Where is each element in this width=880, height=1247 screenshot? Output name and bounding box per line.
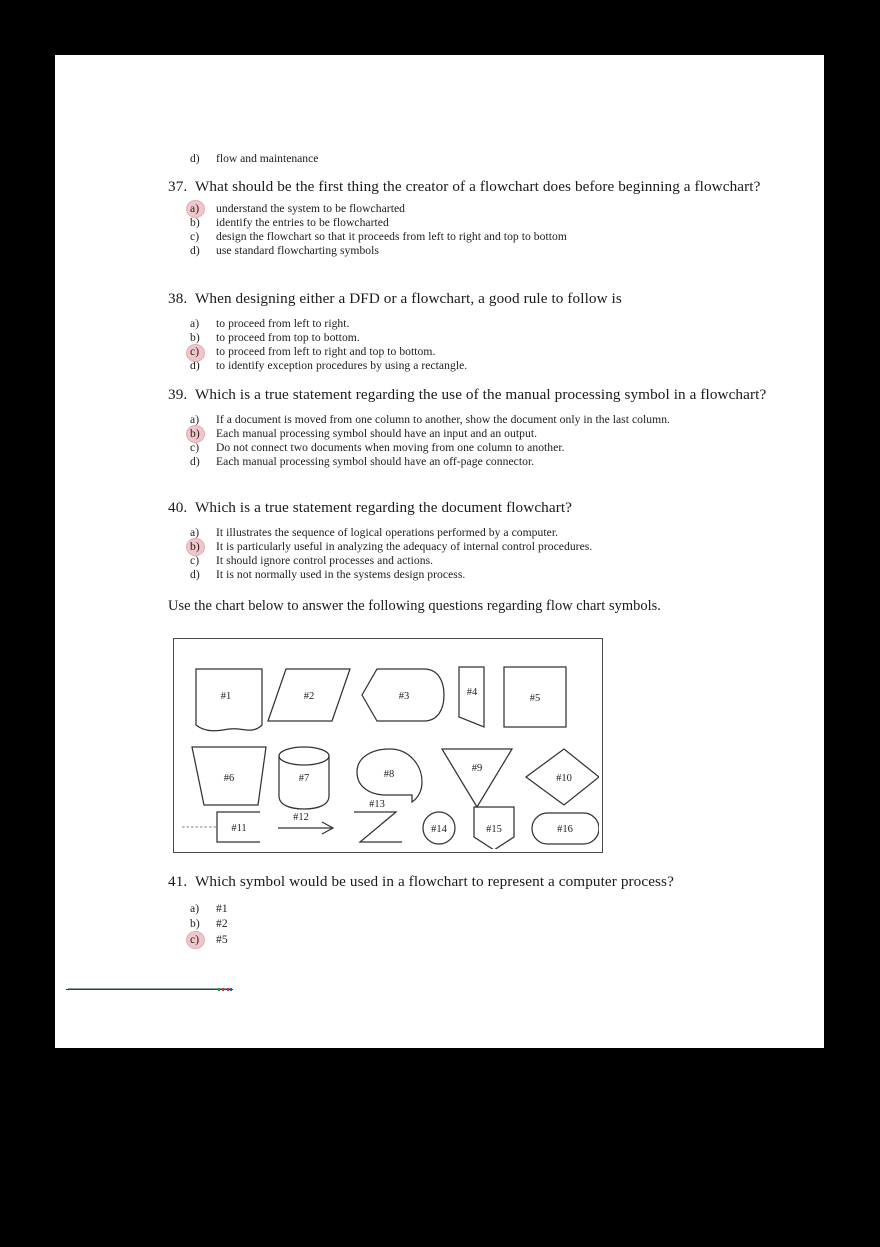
option-letter: a) <box>190 316 200 330</box>
scan-artifact-tick-red-1 <box>222 988 224 991</box>
symbol-chart-svg <box>174 639 599 849</box>
question-38-option-d[interactable] <box>168 359 808 373</box>
question-38-stem <box>168 290 808 309</box>
question-39-option-a[interactable] <box>168 413 808 427</box>
question-39-options <box>168 413 808 470</box>
scan-artifact-lower-line <box>66 989 233 990</box>
option-letter: d) <box>190 359 200 373</box>
question-40-text: Which is a true statement regarding the document flowchart? <box>195 499 573 516</box>
scan-artifact-tick-blue <box>230 988 232 991</box>
symbol-15-label: #15 <box>486 824 502 835</box>
option-letter: b) <box>190 427 212 441</box>
option-text: use standard flowcharting symbols <box>216 244 379 258</box>
option-letter: d) <box>190 152 200 165</box>
option-letter: c) <box>190 441 200 455</box>
option-letter: a) <box>190 901 200 915</box>
question-37-option-c[interactable] <box>168 230 808 244</box>
question-41-options <box>168 901 808 947</box>
question-39-option-d[interactable] <box>168 455 808 469</box>
question-41-text: Which symbol would be used in a flowchart to represent a computer process? <box>195 873 674 890</box>
symbol-7-cylinder-top <box>279 747 329 765</box>
question-40-number: 40. <box>168 499 188 516</box>
symbol-3-label: #3 <box>398 691 410 702</box>
option-letter: b) <box>190 330 200 344</box>
symbol-6-label: #6 <box>223 773 235 784</box>
option-letter: d) <box>190 244 200 258</box>
symbol-labels <box>221 687 573 835</box>
option-text: #1 <box>216 901 228 915</box>
question-40-stem <box>168 499 808 518</box>
flowchart-symbol-chart <box>173 638 603 853</box>
option-text: It is not normally used in the systems design process. <box>216 568 466 582</box>
option-text: to proceed from left to right. <box>216 316 350 330</box>
question-38-number: 38. <box>168 290 188 307</box>
question-40-option-a[interactable] <box>168 526 808 540</box>
question-37-option-b[interactable] <box>168 216 808 230</box>
question-39-number: 39. <box>168 386 188 403</box>
option-letter: a) <box>190 412 200 426</box>
option-text: understand the system to be flowcharted <box>216 201 406 215</box>
option-letter: b) <box>190 215 200 229</box>
question-39-stem <box>168 386 808 405</box>
option-letter: d) <box>190 455 200 469</box>
option-letter: d) <box>190 568 200 582</box>
question-39-option-c[interactable] <box>168 441 808 455</box>
orphan-option <box>168 152 824 165</box>
option-text: It is particularly useful in analyzing the adequacy of internal control procedures. <box>216 539 593 553</box>
question-41-stem <box>168 873 808 892</box>
question-38-option-c[interactable] <box>168 345 808 359</box>
question-41-number: 41. <box>168 873 188 890</box>
question-37-number: 37. <box>168 178 188 195</box>
option-text: Do not connect two documents when moving from one column to another. <box>216 441 565 455</box>
question-38-text: When designing either a DFD or a flowchart, a good rule to follow is <box>195 290 622 307</box>
option-letter: c) <box>190 345 212 359</box>
option-text: If a document is moved from one column to another, show the document only in the last column. <box>216 412 670 426</box>
symbol-7-label: #7 <box>298 773 310 784</box>
option-text: It illustrates the sequence of logical operations performed by a computer. <box>216 525 559 539</box>
question-38-option-a[interactable] <box>168 317 808 331</box>
option-letter: b) <box>190 540 212 554</box>
chart-lead-in-text: Use the chart below to answer the following questions regarding flow chart symbols. <box>168 598 661 614</box>
question-37-options <box>168 202 808 259</box>
option-text: design the flowchart so that it proceeds from left to right and top to bottom <box>216 230 567 244</box>
symbol-1-label: #1 <box>220 691 232 702</box>
question-39 <box>168 386 808 469</box>
symbol-2-label: #2 <box>303 691 315 702</box>
question-41-option-a[interactable] <box>168 901 808 916</box>
option-text: flow and maintenance <box>216 152 319 165</box>
question-40 <box>168 499 808 582</box>
question-41 <box>168 873 808 947</box>
symbol-13-label: #13 <box>369 799 385 810</box>
option-text: to identify exception procedures by using a rectangle. <box>216 359 468 373</box>
symbol-11-label: #11 <box>231 823 247 834</box>
option-text: to proceed from left to right and top to bottom. <box>216 345 436 359</box>
question-41-option-c[interactable] <box>168 932 808 947</box>
question-38-options <box>168 317 808 374</box>
symbol-14-label: #14 <box>431 824 447 835</box>
option-text: to proceed from top to bottom. <box>216 330 360 344</box>
symbol-9-label: #9 <box>471 763 483 774</box>
scan-artifact-line <box>66 988 233 991</box>
question-37-option-d[interactable] <box>168 244 808 258</box>
symbol-8-label: #8 <box>383 769 395 780</box>
symbol-10-label: #10 <box>556 773 572 784</box>
option-letter: c) <box>190 554 200 568</box>
symbol-13-zigzag-shape <box>354 812 402 842</box>
question-37-text: What should be the first thing the creator of a flowchart does before beginning a flowchart? <box>195 178 761 195</box>
question-41-option-b[interactable] <box>168 916 808 931</box>
question-37-stem <box>168 178 808 197</box>
option-text: Each manual processing symbol should have an input and an output. <box>216 426 538 440</box>
scan-artifact-tick-green <box>218 988 220 991</box>
option-text: #5 <box>216 932 228 946</box>
question-39-option-b[interactable] <box>168 427 808 441</box>
option-letter: a) <box>190 525 200 539</box>
option-text: It should ignore control processes and actions. <box>216 554 434 568</box>
symbol-12-label: #12 <box>293 812 309 823</box>
question-39-text: Which is a true statement regarding the use of the manual processing symbol in a flowchart? <box>195 386 767 403</box>
question-38-option-b[interactable] <box>168 331 808 345</box>
question-40-option-c[interactable] <box>168 554 808 568</box>
question-40-options <box>168 526 808 583</box>
option-letter: c) <box>190 932 212 947</box>
option-text: Each manual processing symbol should have an off-page connector. <box>216 455 535 469</box>
option-text: identify the entries to be flowcharted <box>216 215 389 229</box>
question-37 <box>168 178 808 258</box>
scanned-page <box>55 55 824 1048</box>
question-37-option-a[interactable] <box>168 202 808 216</box>
question-40-option-d[interactable] <box>168 568 808 582</box>
option-letter: c) <box>190 230 200 244</box>
symbol-16-label: #16 <box>557 824 573 835</box>
scan-artifact-tick-red-2 <box>227 988 229 991</box>
option-letter: a) <box>190 202 212 216</box>
option-text: #2 <box>216 917 228 931</box>
question-38 <box>168 290 808 373</box>
question-40-option-b[interactable] <box>168 540 808 554</box>
symbol-4-label: #4 <box>466 687 478 698</box>
option-letter: b) <box>190 917 200 931</box>
symbol-9-inverted-triangle-shape <box>442 749 512 807</box>
symbol-5-label: #5 <box>529 693 541 704</box>
symbol-7-cylinder-bottom <box>279 796 329 809</box>
